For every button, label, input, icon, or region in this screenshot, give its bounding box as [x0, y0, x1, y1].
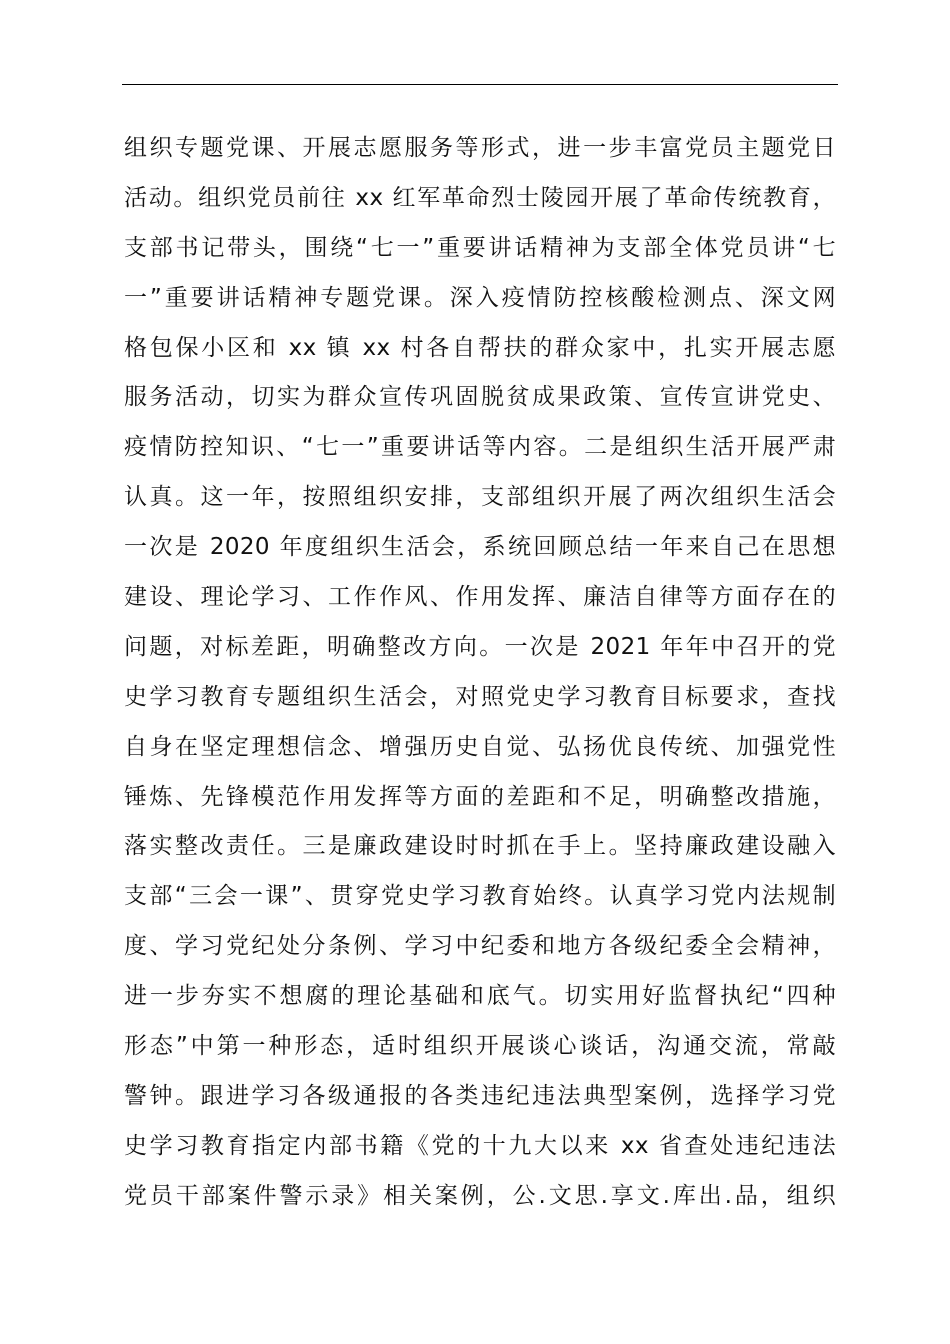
text-line-20: 警钟。跟进学习各级通报的各类违纪违法典型案例，选择学习党 — [124, 1082, 836, 1109]
header-rule — [122, 84, 838, 85]
text-line-4: 一”重要讲话精神专题党课。深入疫情防控核酸检测点、深文网 — [124, 284, 836, 311]
text-line-22: 党员干部案件警示录》相关案例，公.文思.享文.库出.品，组织 — [124, 1182, 836, 1209]
text-line-3: 支部书记带头，围绕“七一”重要讲话精神为支部全体党员讲“七 — [124, 234, 836, 261]
text-line-16: 支部“三会一课”、贯穿党史学习教育始终。认真学习党内法规制 — [124, 883, 836, 910]
text-line-10: 建设、理论学习、工作作风、作用发挥、廉洁自律等方面存在的 — [124, 584, 836, 611]
text-line-13: 自身在坚定理想信念、增强历史自觉、弘扬优良传统、加强党性 — [124, 733, 836, 760]
text-line-14: 锤炼、先锋模范作用发挥等方面的差距和不足，明确整改措施， — [124, 783, 836, 810]
text-line-7: 疫情防控知识、“七一”重要讲话等内容。二是组织生活开展严肃 — [124, 434, 836, 461]
text-line-2: 活动。组织党员前往 xx 红军革命烈士陵园开展了革命传统教育， — [124, 184, 836, 211]
text-line-19: 形态”中第一种形态，适时组织开展谈心谈话，沟通交流，常敲 — [124, 1033, 836, 1060]
text-line-17: 度、学习党纪处分条例、学习中纪委和地方各级纪委全会精神， — [124, 933, 836, 960]
text-line-1: 组织专题党课、开展志愿服务等形式，进一步丰富党员主题党日 — [124, 135, 836, 161]
body-text — [124, 124, 836, 1222]
text-line-8: 认真。这一年，按照组织安排，支部组织开展了两次组织生活会 — [124, 484, 836, 511]
text-line-21: 史学习教育指定内部书籍《党的十九大以来 xx 省查处违纪违法 — [124, 1132, 836, 1159]
text-line-9: 一次是 2020 年度组织生活会，系统回顾总结一年来自己在思想 — [124, 534, 836, 561]
text-line-5: 格包保小区和 xx 镇 xx 村各自帮扶的群众家中，扎实开展志愿 — [124, 334, 836, 361]
text-line-18: 进一步夯实不想腐的理论基础和底气。切实用好监督执纪“四种 — [124, 983, 836, 1010]
text-line-15: 落实整改责任。三是廉政建设时时抓在手上。坚持廉政建设融入 — [124, 833, 836, 860]
text-line-11: 问题，对标差距，明确整改方向。一次是 2021 年年中召开的党 — [124, 633, 836, 660]
text-line-12: 史学习教育专题组织生活会，对照党史学习教育目标要求，查找 — [124, 683, 836, 710]
text-line-6: 服务活动，切实为群众宣传巩固脱贫成果政策、宣传宣讲党史、 — [124, 384, 836, 411]
